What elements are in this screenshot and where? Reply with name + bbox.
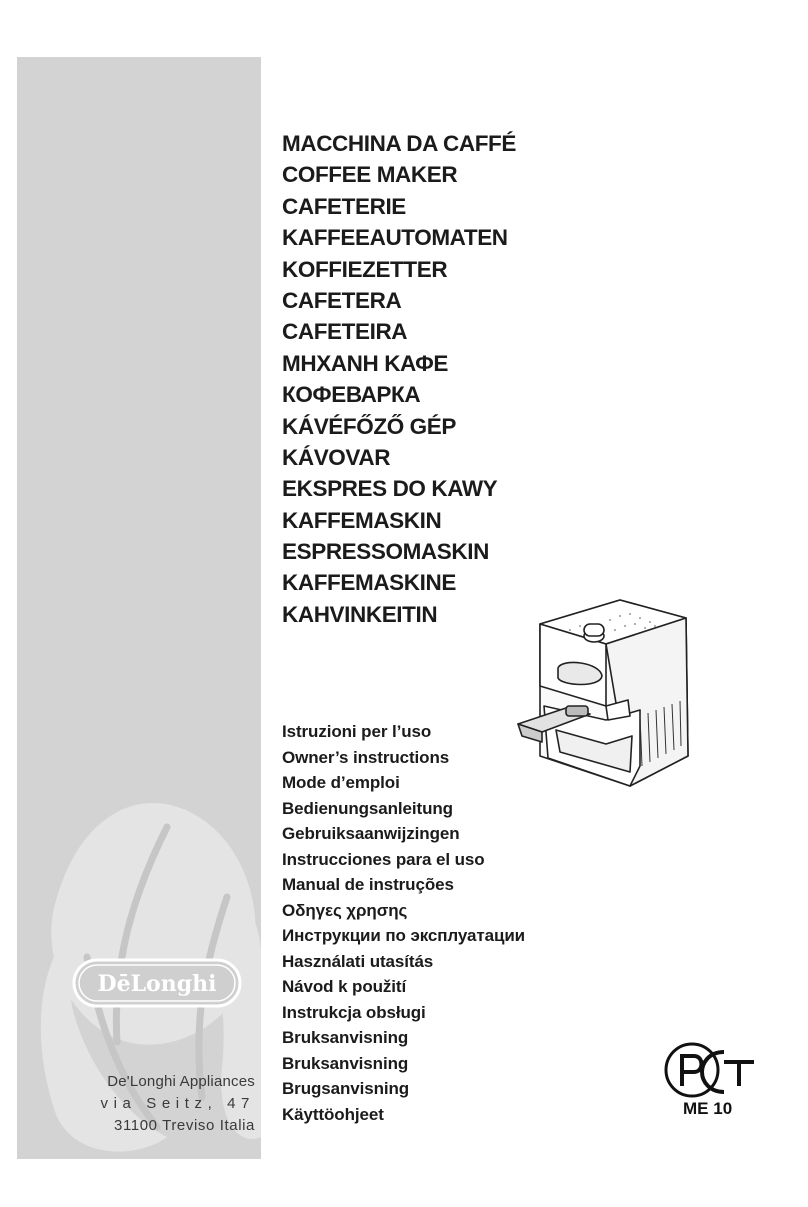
instruction-title: Instrukcja obsługi <box>282 1002 426 1022</box>
instruction-language-list <box>282 719 525 1127</box>
instruction-title: Käyttöohjeet <box>282 1104 384 1124</box>
product-title: KAFFEMASKINE <box>282 570 456 596</box>
instruction-title: Gebruiksaanwijzingen <box>282 824 460 843</box>
product-title: COFFEE MAKER <box>282 162 458 188</box>
company-name: De'Longhi Appliances <box>107 1073 255 1090</box>
instruction-title: Mode d’emploi <box>282 773 400 792</box>
product-title: CAFETERA <box>282 287 402 313</box>
instruction-title: Instrucciones para el uso <box>282 849 485 869</box>
instruction-title: Bruksanvisning <box>282 1028 409 1047</box>
product-title: CAFETEIRA <box>282 319 408 345</box>
instruction-title: Manual de instruções <box>282 875 454 894</box>
certification-code-prefix: ME <box>683 1099 709 1118</box>
product-title: KÁVOVAR <box>282 444 391 470</box>
product-title: KÁVÉFŐZŐ GÉP <box>282 413 456 439</box>
delonghi-logo <box>72 958 242 1008</box>
instruction-title: Használati utasítás <box>282 951 434 971</box>
company-street: via Seitz, 47 <box>100 1095 255 1112</box>
svg-text:DēLonghi: DēLonghi <box>97 971 217 997</box>
coffee-machine-illustration <box>510 596 700 816</box>
product-title-list <box>282 128 516 630</box>
company-city: 31100 Treviso Italia <box>114 1117 255 1134</box>
product-title: CAFETERIE <box>282 193 406 219</box>
product-title: КОФЕВАРКА <box>282 382 421 408</box>
grey-side-panel <box>17 57 261 1159</box>
product-title: KAFFEEAUTOMATEN <box>282 225 508 251</box>
instruction-title: Bruksanvisning <box>282 1053 409 1073</box>
instruction-title: Istruzioni per l’uso <box>282 722 432 741</box>
product-title: ESPRESSOMASKIN <box>282 539 489 565</box>
instruction-title: Инструкции по эксплуатации <box>282 926 526 945</box>
product-title: KAHVINKEITIN <box>282 601 438 627</box>
instruction-title: Bedienungsanleitung <box>282 798 453 818</box>
product-title: KOFFIEZETTER <box>282 256 448 282</box>
product-title: ΜΗΧΑΝΗ ΚΑΦΕ <box>282 350 448 376</box>
product-title: EKSPRES DO KAWY <box>282 476 498 502</box>
svg-text:PCT: PCT <box>662 1040 664 1041</box>
certification-code <box>683 1099 732 1119</box>
product-title: KAFFEMASKIN <box>282 507 442 533</box>
product-title: MACCHINA DA CAFFÉ <box>282 131 517 156</box>
instruction-title: Brugsanvisning <box>282 1079 410 1098</box>
instruction-title: Návod k použití <box>282 977 407 996</box>
instruction-title: Owner’s instructions <box>282 747 450 767</box>
instruction-title: Οδηγες χρησης <box>282 900 408 920</box>
certification-code-number: 10 <box>713 1099 733 1118</box>
